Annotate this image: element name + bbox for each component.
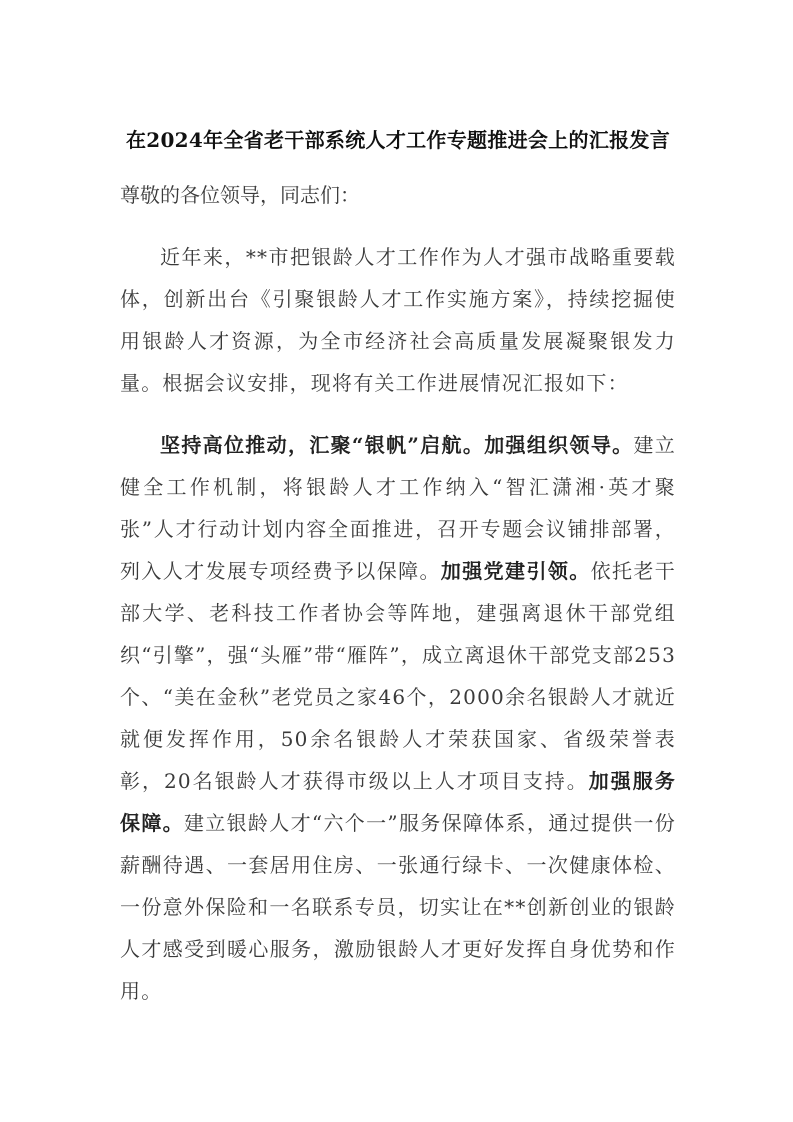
paragraph-section-1 [120, 424, 676, 1012]
document-page [120, 118, 676, 1032]
subheading-party-building: 加强党建引领。 [440, 559, 591, 583]
greeting: 尊敬的各位领导，同志们： [120, 183, 360, 207]
paragraph-text: 建立健全工作机制，将银龄人才工作纳入“智汇潇湘·英才聚张”人才行动计划内容全面推进，召开专题会议铺排部署，列入人才发展专项经费予以保障。 [120, 433, 676, 583]
section-heading: 坚持高位推动，汇聚“银帆”启航。加强组织领导。 [160, 433, 634, 457]
paragraph-text: 依托老干部大学、老科技工作者协会等阵地，建强离退休干部党组织“引擎”，强“头雁”带“雁阵”，成立离退休干部党支部253个、“美在金秋”老党员之家46个，2000余名银龄人才就近就便发挥作用，50余名银龄人才荣获国家、省级荣誉表彰，20名银龄人才获得市级以上人才项目支持。 [120, 559, 676, 793]
subheading-service: 加强服务保障。 [120, 769, 676, 835]
document-title: 在2024年全省老干部系统人才工作专题推进会上的汇报发言 [125, 128, 671, 152]
paragraph-intro [120, 236, 676, 404]
paragraph-text: 近年来，**市把银龄人才工作作为人才强市战略重要载体，创新出台《引聚银龄人才工作实施方案》，持续挖掘使用银龄人才资源，为全市经济社会高质量发展凝聚银发力量。根据会议安排，现将有关工作进展情况汇报如下： [120, 245, 676, 395]
paragraph-text: 建立银龄人才“六个一”服务保障体系，通过提供一份薪酬待遇、一套居用住房、一张通行绿卡、一次健康体检、一份意外保险和一名联系专员，切实让在**创新创业的银龄人才感受到暖心服务，激励银龄人才更好发挥自身优势和作用。 [120, 811, 676, 1003]
